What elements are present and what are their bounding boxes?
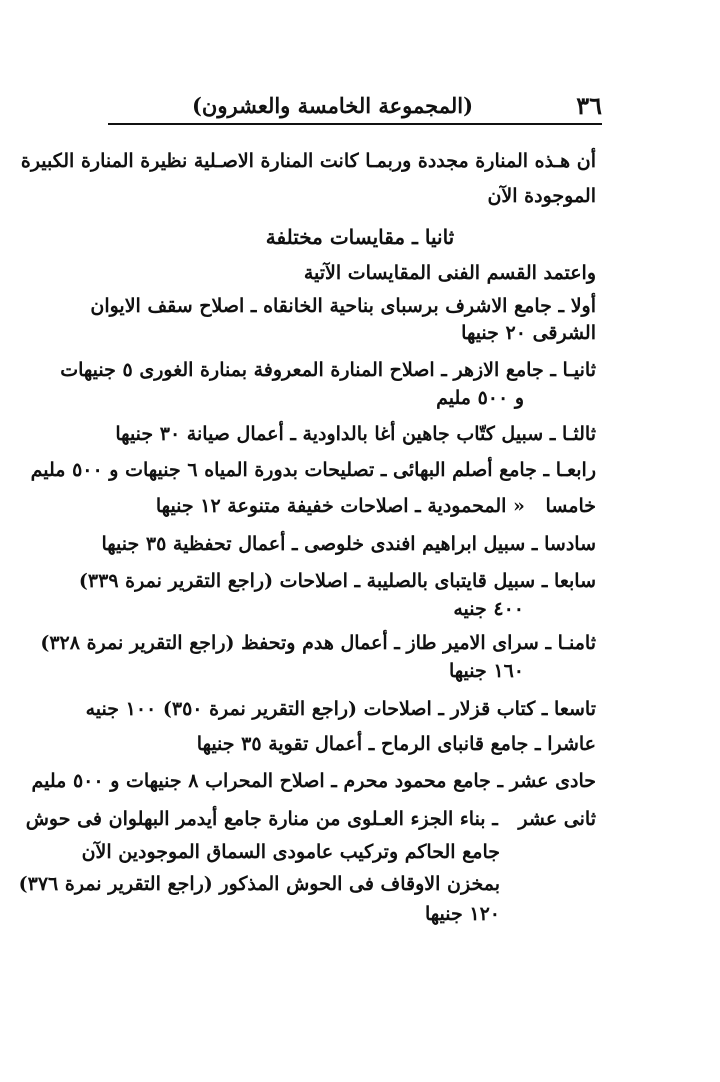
item-label: سادسا [544, 533, 596, 555]
list-item [102, 533, 597, 556]
item-text: ـ سبيل كتّاب جاهين أغا بالداودية ـ أعمال صيانة ٣٠ جنيها [115, 423, 556, 445]
item-label: رابعـا [555, 459, 596, 481]
item-label: ثانى عشر [518, 808, 596, 830]
item-text: ـ جامع الاشرف برسباى بناحية الخانقاه ـ اصلاح سقف الايوان [90, 295, 565, 317]
item-text: ـ سبيل ابراهيم افندى خلوصى ـ أعمال تحفظية ٣٥ جنيها [101, 533, 538, 555]
item-text: ـ سراى الامير طاز ـ أعمال هدم وتحفظ (راجع التقرير نمرة ٣٢٨) [40, 632, 552, 654]
item-text: ـ جامع أصلم البهائى ـ تصليحات بدورة المياه ٦ جنيهات و ٥٠٠ مليم [30, 459, 550, 481]
list-item [60, 359, 596, 382]
list-item [78, 570, 596, 593]
lead-text: واعتمد القسم الفنى المقايسات الآتية [303, 262, 596, 284]
running-title: (المجموعة الخامسة والعشرون) [192, 92, 474, 118]
item-label: عاشرا [547, 733, 596, 755]
item-text: « المحمودية ـ اصلاحات خفيفة متنوعة ١٢ جنيها [155, 495, 525, 517]
list-item [25, 808, 596, 831]
list-item [40, 632, 596, 655]
intro-line-1: أن هـذه المنارة مجددة وربمـا كانت المنارة الاصـلية نظيرة المنارة الكبيرة [20, 150, 596, 172]
item-text: ـ جامع قانباى الرماح ـ أعمال تقوية ٣٥ جنيها [196, 733, 541, 755]
item-label: حادى عشر [509, 770, 596, 792]
item-text: ـ جامع الازهر ـ اصلاح المنارة المعروفة بمنارة الغورى ٥ جنيهات [60, 359, 556, 381]
item-label: ثانيـا [562, 359, 596, 381]
item-text: ـ بناء الجزء العـلوى من منارة جامع أيدمر البهلوان فى حوش [25, 808, 498, 830]
item-label: أولا [570, 295, 596, 317]
item-continuation: و ٥٠٠ مليم [436, 387, 524, 409]
item-label: ثامنـا [557, 632, 596, 654]
list-item [197, 733, 596, 756]
item-continuation: جامع الحاكم وتركيب عامودى السماق الموجودين الآن [81, 841, 500, 863]
list-item [31, 770, 596, 793]
item-continuation: ١٢٠ جنيها [425, 903, 500, 925]
section-heading: ثانيا ـ مقايسات مختلفة [265, 225, 455, 249]
page-number: ٣٦ [576, 90, 602, 120]
intro-line-2: الموجودة الآن [487, 185, 596, 207]
item-label: خامسا [545, 495, 596, 517]
item-text: ـ كتاب قزلار ـ اصلاحات (راجع التقرير نمرة ٣٥٠) ١٠٠ جنيه [85, 698, 548, 720]
item-continuation: بمخزن الاوقاف فى الحوش المذكور (راجع التقرير نمرة ٣٧٦) [18, 873, 500, 895]
list-item [90, 295, 596, 318]
list-item [85, 698, 596, 721]
list-item [30, 459, 596, 482]
page-header [108, 88, 602, 122]
item-text: ـ سبيل قايتباى بالصليبة ـ اصلاحات (راجع التقرير نمرة ٣٣٩) [78, 570, 548, 592]
item-label: سابعا [554, 570, 596, 592]
list-item [115, 423, 596, 446]
header-rule [108, 123, 602, 125]
item-continuation: الشرقى ٢٠ جنيها [461, 322, 596, 344]
list-item [156, 495, 596, 518]
item-continuation: ٤٠٠ جنيه [453, 598, 524, 620]
item-text: ـ جامع محمود محرم ـ اصلاح المحراب ٨ جنيهات و ٥٠٠ مليم [31, 770, 504, 792]
item-label: تاسعا [554, 698, 596, 720]
item-continuation: ١٦٠ جنيها [449, 660, 524, 682]
item-label: ثالثـا [562, 423, 596, 445]
